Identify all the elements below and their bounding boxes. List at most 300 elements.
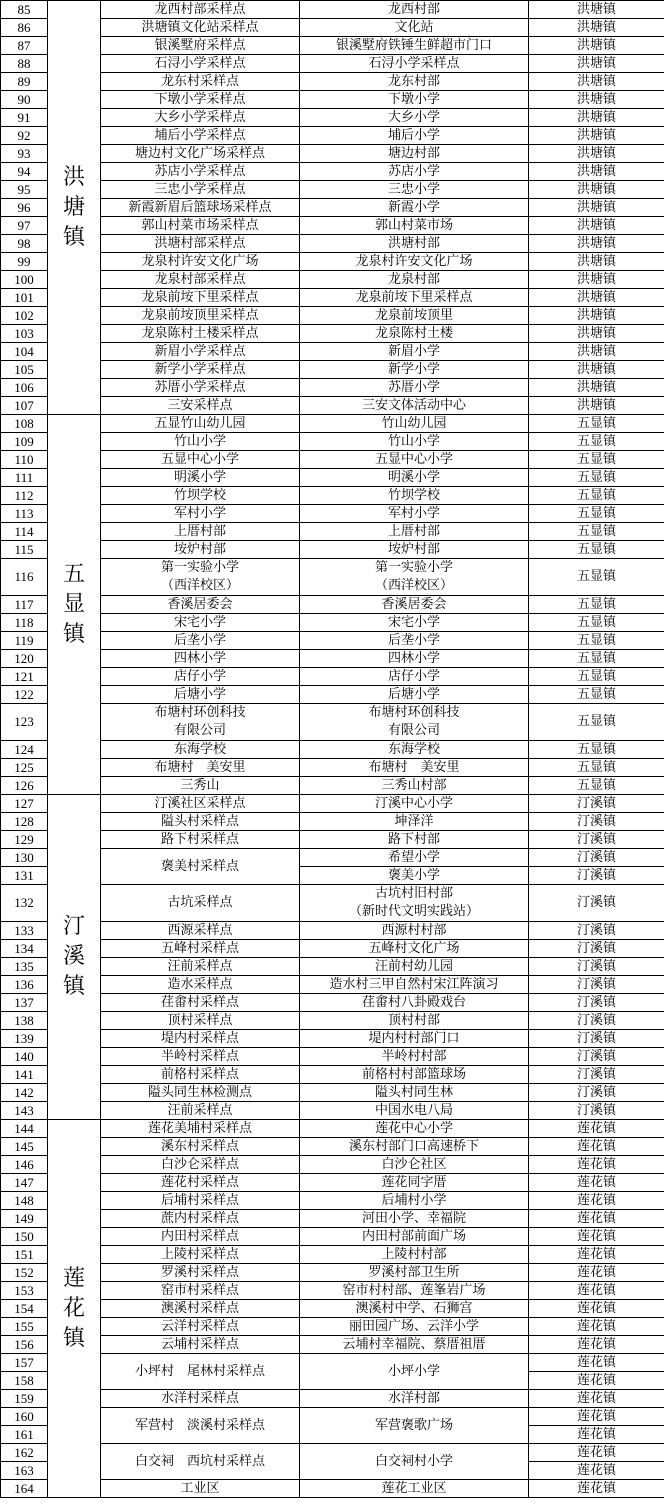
township-cell: 汀溪镇	[529, 940, 664, 958]
site-name-cell: 龙泉村许安文化广场	[101, 253, 300, 271]
township-cell: 洪塘镇	[529, 217, 664, 235]
row-number: 146	[1, 1156, 48, 1174]
row-number: 111	[1, 469, 48, 487]
site-name-cell: 银溪墅府采样点	[101, 37, 300, 55]
site-name-cell	[101, 559, 300, 596]
township-cell: 汀溪镇	[529, 795, 664, 813]
site-name-cell: 莲花美埔村采样点	[101, 1120, 300, 1138]
row-number: 149	[1, 1210, 48, 1228]
address-cell: 新学小学	[300, 361, 529, 379]
site-name-cell: 三秀山	[101, 777, 300, 795]
table-row	[1, 1210, 664, 1228]
table-row	[1, 1120, 664, 1138]
address-cell: 溪东村部门口高速桥下	[300, 1138, 529, 1156]
row-number: 155	[1, 1318, 48, 1336]
site-name-cell: 汪前采样点	[101, 1102, 300, 1120]
township-cell: 五显镇	[529, 469, 664, 487]
table-row	[1, 541, 664, 559]
address-cell: 银溪墅府铁锤生鲜超市门口	[300, 37, 529, 55]
township-cell: 莲花镇	[529, 1300, 664, 1318]
address-cell: 后塘小学	[300, 686, 529, 704]
row-number: 148	[1, 1192, 48, 1210]
row-number: 126	[1, 777, 48, 795]
table-row	[1, 1048, 664, 1066]
township-cell: 莲花镇	[529, 1336, 664, 1354]
site-name-cell: 工业区	[101, 1480, 300, 1498]
row-number: 142	[1, 1084, 48, 1102]
table-row	[1, 1264, 664, 1282]
address-cell: 龙泉前垵顶里	[300, 307, 529, 325]
row-number: 147	[1, 1174, 48, 1192]
table-row	[1, 505, 664, 523]
township-cell: 莲花镇	[529, 1444, 664, 1462]
row-number: 125	[1, 759, 48, 777]
table-row	[1, 523, 664, 541]
address-cell: 小坪小学	[300, 1354, 529, 1390]
township-cell: 五显镇	[529, 704, 664, 741]
row-number: 139	[1, 1030, 48, 1048]
site-name-cell: 罗溪村采样点	[101, 1264, 300, 1282]
address-cell: 明溪小学	[300, 469, 529, 487]
township-cell: 洪塘镇	[529, 343, 664, 361]
township-cell: 五显镇	[529, 632, 664, 650]
table-row	[1, 307, 664, 325]
township-cell: 五显镇	[529, 741, 664, 759]
table-row	[1, 73, 664, 91]
site-name-cell: 后塘小学	[101, 686, 300, 704]
row-number: 110	[1, 451, 48, 469]
township-cell: 洪塘镇	[529, 163, 664, 181]
township-cell: 莲花镇	[529, 1318, 664, 1336]
site-name-cell: 路下村采样点	[101, 831, 300, 849]
table-row	[1, 632, 664, 650]
table-row	[1, 940, 664, 958]
site-name-cell: 莲花村采样点	[101, 1174, 300, 1192]
township-group-char: 五	[62, 561, 85, 587]
site-name-cell: 白交祠 西坑村采样点	[101, 1444, 300, 1480]
row-number: 132	[1, 885, 48, 922]
row-number: 104	[1, 343, 48, 361]
row-number: 135	[1, 958, 48, 976]
row-number: 117	[1, 596, 48, 614]
table-row	[1, 379, 664, 397]
site-name-cell: 前格村采样点	[101, 1066, 300, 1084]
address-cell: 文化站	[300, 19, 529, 37]
township-cell: 莲花镇	[529, 1138, 664, 1156]
row-number: 150	[1, 1228, 48, 1246]
table-row	[1, 849, 664, 867]
township-cell: 汀溪镇	[529, 922, 664, 940]
table-row	[1, 325, 664, 343]
address-cell: 新眉小学	[300, 343, 529, 361]
address-cell: 造水村三甲自然村宋江阵演习	[300, 976, 529, 994]
address-cell: 上陵村村部	[300, 1246, 529, 1264]
township-cell: 五显镇	[529, 668, 664, 686]
table-row	[1, 145, 664, 163]
address-cell: 苏厝小学	[300, 379, 529, 397]
township-cell: 洪塘镇	[529, 145, 664, 163]
address-cell: 堤内村村部门口	[300, 1030, 529, 1048]
table-row	[1, 1282, 664, 1300]
row-number: 159	[1, 1390, 48, 1408]
site-name-cell: 新学小学采样点	[101, 361, 300, 379]
row-number: 108	[1, 415, 48, 433]
row-number: 157	[1, 1354, 48, 1372]
table-row	[1, 289, 664, 307]
table-row	[1, 976, 664, 994]
township-cell: 洪塘镇	[529, 55, 664, 73]
address-cell: 上厝村部	[300, 523, 529, 541]
row-number: 153	[1, 1282, 48, 1300]
township-cell: 洪塘镇	[529, 199, 664, 217]
township-cell: 汀溪镇	[529, 1066, 664, 1084]
table-row	[1, 235, 664, 253]
township-group-label	[48, 1, 101, 415]
address-line: 古坑村旧村部	[374, 886, 453, 901]
site-name-cell: 云埔村采样点	[101, 1336, 300, 1354]
site-name-cell: 大乡小学采样点	[101, 109, 300, 127]
row-number: 103	[1, 325, 48, 343]
address-cell	[300, 704, 529, 741]
township-group-char: 塘	[62, 194, 85, 220]
site-name-cell: 塘边村文化广场采样点	[101, 145, 300, 163]
table-row	[1, 1390, 664, 1408]
table-row	[1, 1246, 664, 1264]
row-number: 141	[1, 1066, 48, 1084]
row-number: 133	[1, 922, 48, 940]
township-cell: 五显镇	[529, 415, 664, 433]
township-cell: 五显镇	[529, 505, 664, 523]
row-number: 129	[1, 831, 48, 849]
row-number: 144	[1, 1120, 48, 1138]
site-name-cell: 竹坝学校	[101, 487, 300, 505]
table-row	[1, 596, 664, 614]
table-row	[1, 994, 664, 1012]
site-name-cell: 隘头村采样点	[101, 813, 300, 831]
address-cell: 褒美小学	[300, 867, 529, 885]
address-cell: 军营褒歌广场	[300, 1408, 529, 1444]
row-number: 124	[1, 741, 48, 759]
row-number: 100	[1, 271, 48, 289]
site-name-cell: 三安采样点	[101, 397, 300, 415]
site-name-cell: 龙西村部采样点	[101, 1, 300, 19]
address-cell: 罗溪村部卫生所	[300, 1264, 529, 1282]
site-name-cell: 新眉小学采样点	[101, 343, 300, 361]
table-row	[1, 163, 664, 181]
table-row	[1, 559, 664, 596]
row-number: 145	[1, 1138, 48, 1156]
row-number: 96	[1, 199, 48, 217]
address-cell: 坤泽洋	[300, 813, 529, 831]
address-cell: 荏畬村八卦殿戏台	[300, 994, 529, 1012]
row-number: 158	[1, 1372, 48, 1390]
row-number: 105	[1, 361, 48, 379]
site-name-cell: 宋宅小学	[101, 614, 300, 632]
site-name-cell: 四林小学	[101, 650, 300, 668]
table-row	[1, 1066, 664, 1084]
township-cell: 汀溪镇	[529, 1102, 664, 1120]
site-name-cell: 龙泉前垵下里采样点	[101, 289, 300, 307]
address-cell: 莲花中心小学	[300, 1120, 529, 1138]
township-group-char: 镇	[62, 974, 85, 999]
township-cell: 莲花镇	[529, 1462, 664, 1480]
township-cell: 汀溪镇	[529, 813, 664, 831]
address-cell: 后埔村小学	[300, 1192, 529, 1210]
address-line: 第一实验小学	[374, 560, 453, 575]
table-row	[1, 1354, 664, 1372]
site-name-cell: 龙泉村部采样点	[101, 271, 300, 289]
table-row	[1, 1336, 664, 1354]
row-number: 122	[1, 686, 48, 704]
table-row	[1, 469, 664, 487]
address-cell: 竹山幼儿园	[300, 415, 529, 433]
row-number: 99	[1, 253, 48, 271]
address-cell: 塘边村部	[300, 145, 529, 163]
township-cell: 洪塘镇	[529, 379, 664, 397]
address-line: （新时代文明实践站）	[348, 904, 479, 919]
address-line: 有限公司	[387, 723, 440, 738]
row-number: 137	[1, 994, 48, 1012]
site-name-line: （西洋校区）	[160, 578, 239, 593]
township-cell: 莲花镇	[529, 1228, 664, 1246]
township-cell: 汀溪镇	[529, 1084, 664, 1102]
address-cell: 苏店小学	[300, 163, 529, 181]
township-cell: 汀溪镇	[529, 994, 664, 1012]
table-row	[1, 813, 664, 831]
row-number: 138	[1, 1012, 48, 1030]
row-number: 140	[1, 1048, 48, 1066]
row-number: 86	[1, 19, 48, 37]
township-group-char: 镇	[62, 1325, 85, 1351]
address-cell: 汀溪中心小学	[300, 795, 529, 813]
table-row	[1, 109, 664, 127]
row-number: 95	[1, 181, 48, 199]
township-cell: 莲花镇	[529, 1480, 664, 1498]
site-name-cell: 郭山村菜市场采样点	[101, 217, 300, 235]
township-cell: 洪塘镇	[529, 73, 664, 91]
site-name-cell: 军营村 淡溪村采样点	[101, 1408, 300, 1444]
row-number: 92	[1, 127, 48, 145]
address-cell: 五显中心小学	[300, 451, 529, 469]
table-row	[1, 451, 664, 469]
township-cell: 莲花镇	[529, 1156, 664, 1174]
table-row	[1, 1408, 664, 1426]
address-cell: 竹山小学	[300, 433, 529, 451]
site-name-cell: 埔后小学采样点	[101, 127, 300, 145]
address-cell: 内田村部前面广场	[300, 1228, 529, 1246]
address-cell: 香溪居委会	[300, 596, 529, 614]
row-number: 90	[1, 91, 48, 109]
site-name-cell: 龙东村采样点	[101, 73, 300, 91]
address-cell: 龙西村部	[300, 1, 529, 19]
address-line: 布塘村环创科技	[368, 705, 460, 720]
site-name-cell: 明溪小学	[101, 469, 300, 487]
table-row	[1, 1156, 664, 1174]
township-cell: 莲花镇	[529, 1408, 664, 1426]
township-cell: 洪塘镇	[529, 397, 664, 415]
site-name-cell: 窑市村采样点	[101, 1282, 300, 1300]
site-name-line: 有限公司	[173, 723, 226, 738]
row-number: 114	[1, 523, 48, 541]
township-cell: 五显镇	[529, 487, 664, 505]
township-cell: 汀溪镇	[529, 885, 664, 922]
table-row	[1, 1480, 664, 1498]
address-cell: 丽田园广场、云洋小学	[300, 1318, 529, 1336]
site-name-cell: 内田村采样点	[101, 1228, 300, 1246]
row-number: 85	[1, 1, 48, 19]
table-row	[1, 1318, 664, 1336]
township-group-char: 莲	[62, 1265, 85, 1291]
site-name-cell: 石浔小学采样点	[101, 55, 300, 73]
row-number: 154	[1, 1300, 48, 1318]
table-row	[1, 1174, 664, 1192]
township-group-label	[48, 795, 101, 1120]
site-name-cell: 褒美村采样点	[101, 849, 300, 885]
address-line: （西洋校区）	[374, 578, 453, 593]
table-row	[1, 668, 664, 686]
address-cell: 宋宅小学	[300, 614, 529, 632]
site-name-cell: 竹山小学	[101, 433, 300, 451]
township-cell: 洪塘镇	[529, 253, 664, 271]
table-row	[1, 91, 664, 109]
site-name-cell: 香溪居委会	[101, 596, 300, 614]
table-row	[1, 885, 664, 922]
table-row	[1, 1012, 664, 1030]
site-name-line: 第一实验小学	[160, 560, 239, 575]
table-row	[1, 361, 664, 379]
site-name-cell	[101, 704, 300, 741]
township-cell: 莲花镇	[529, 1354, 664, 1372]
township-cell: 莲花镇	[529, 1264, 664, 1282]
site-name-cell: 堤内村采样点	[101, 1030, 300, 1048]
table-row	[1, 831, 664, 849]
township-cell: 汀溪镇	[529, 958, 664, 976]
row-number: 93	[1, 145, 48, 163]
table-row	[1, 922, 664, 940]
township-group-label	[48, 1120, 101, 1498]
table-row	[1, 777, 664, 795]
township-cell: 汀溪镇	[529, 976, 664, 994]
row-number: 164	[1, 1480, 48, 1498]
table-row	[1, 1300, 664, 1318]
address-cell: 路下村部	[300, 831, 529, 849]
table-row	[1, 253, 664, 271]
table-row	[1, 1192, 664, 1210]
township-cell: 五显镇	[529, 433, 664, 451]
table-row	[1, 704, 664, 741]
township-cell: 莲花镇	[529, 1120, 664, 1138]
township-cell: 洪塘镇	[529, 361, 664, 379]
township-group-char: 显	[62, 591, 85, 617]
site-name-cell: 水洋村采样点	[101, 1390, 300, 1408]
address-cell: 顶村村部	[300, 1012, 529, 1030]
township-cell: 汀溪镇	[529, 1048, 664, 1066]
address-cell: 大乡小学	[300, 109, 529, 127]
township-cell: 洪塘镇	[529, 1, 664, 19]
row-number: 89	[1, 73, 48, 91]
address-cell: 莲花工业区	[300, 1480, 529, 1498]
row-number: 88	[1, 55, 48, 73]
row-number: 101	[1, 289, 48, 307]
site-name-cell: 蔗内村采样点	[101, 1210, 300, 1228]
row-number: 109	[1, 433, 48, 451]
row-number: 98	[1, 235, 48, 253]
address-cell: 军村小学	[300, 505, 529, 523]
site-name-cell: 西源采样点	[101, 922, 300, 940]
site-name-cell: 洪塘村部采样点	[101, 235, 300, 253]
address-cell: 白沙仑社区	[300, 1156, 529, 1174]
site-name-cell: 上陵村采样点	[101, 1246, 300, 1264]
township-cell: 莲花镇	[529, 1246, 664, 1264]
site-name-cell: 白沙仑采样点	[101, 1156, 300, 1174]
table-row	[1, 19, 664, 37]
site-name-cell: 五显竹山幼儿园	[101, 415, 300, 433]
address-cell: 龙东村部	[300, 73, 529, 91]
row-number: 131	[1, 867, 48, 885]
address-cell: 水洋村部	[300, 1390, 529, 1408]
site-name-cell: 后埔村采样点	[101, 1192, 300, 1210]
address-cell: 五峰村文化广场	[300, 940, 529, 958]
address-cell: 云埔村幸福院、蔡厝祖厝	[300, 1336, 529, 1354]
township-cell: 洪塘镇	[529, 37, 664, 55]
table-row	[1, 55, 664, 73]
table-row	[1, 958, 664, 976]
table-row	[1, 1102, 664, 1120]
township-cell: 汀溪镇	[529, 849, 664, 867]
site-name-cell: 苏店小学采样点	[101, 163, 300, 181]
site-name-cell: 造水采样点	[101, 976, 300, 994]
address-cell: 澳溪村中学、石狮宫	[300, 1300, 529, 1318]
row-number: 118	[1, 614, 48, 632]
site-name-line: 布塘村环创科技	[154, 705, 246, 720]
address-cell: 四林小学	[300, 650, 529, 668]
township-cell: 五显镇	[529, 451, 664, 469]
township-cell: 莲花镇	[529, 1210, 664, 1228]
row-number: 97	[1, 217, 48, 235]
row-number: 128	[1, 813, 48, 831]
site-name-cell: 布塘村 美安里	[101, 759, 300, 777]
address-cell: 河田小学、幸福院	[300, 1210, 529, 1228]
row-number: 130	[1, 849, 48, 867]
address-cell: 三安文体活动中心	[300, 397, 529, 415]
township-cell: 汀溪镇	[529, 867, 664, 885]
site-name-cell: 龙泉前垵顶里采样点	[101, 307, 300, 325]
table-row	[1, 181, 664, 199]
township-cell: 五显镇	[529, 614, 664, 632]
site-name-cell: 荏畬村采样点	[101, 994, 300, 1012]
township-cell: 莲花镇	[529, 1174, 664, 1192]
township-cell: 洪塘镇	[529, 91, 664, 109]
table-row	[1, 487, 664, 505]
table-row	[1, 650, 664, 668]
row-number: 136	[1, 976, 48, 994]
address-cell: 下墩小学	[300, 91, 529, 109]
site-name-cell: 东海学校	[101, 741, 300, 759]
row-number: 115	[1, 541, 48, 559]
township-cell: 汀溪镇	[529, 1030, 664, 1048]
row-number: 161	[1, 1426, 48, 1444]
address-cell: 希望小学	[300, 849, 529, 867]
site-name-cell: 新霞新眉后篮球场采样点	[101, 199, 300, 217]
table-row	[1, 686, 664, 704]
row-number: 113	[1, 505, 48, 523]
township-group-label	[48, 415, 101, 795]
township-cell: 洪塘镇	[529, 289, 664, 307]
row-number: 160	[1, 1408, 48, 1426]
address-cell: 西源村村部	[300, 922, 529, 940]
address-cell: 中国水电八局	[300, 1102, 529, 1120]
table-row	[1, 433, 664, 451]
